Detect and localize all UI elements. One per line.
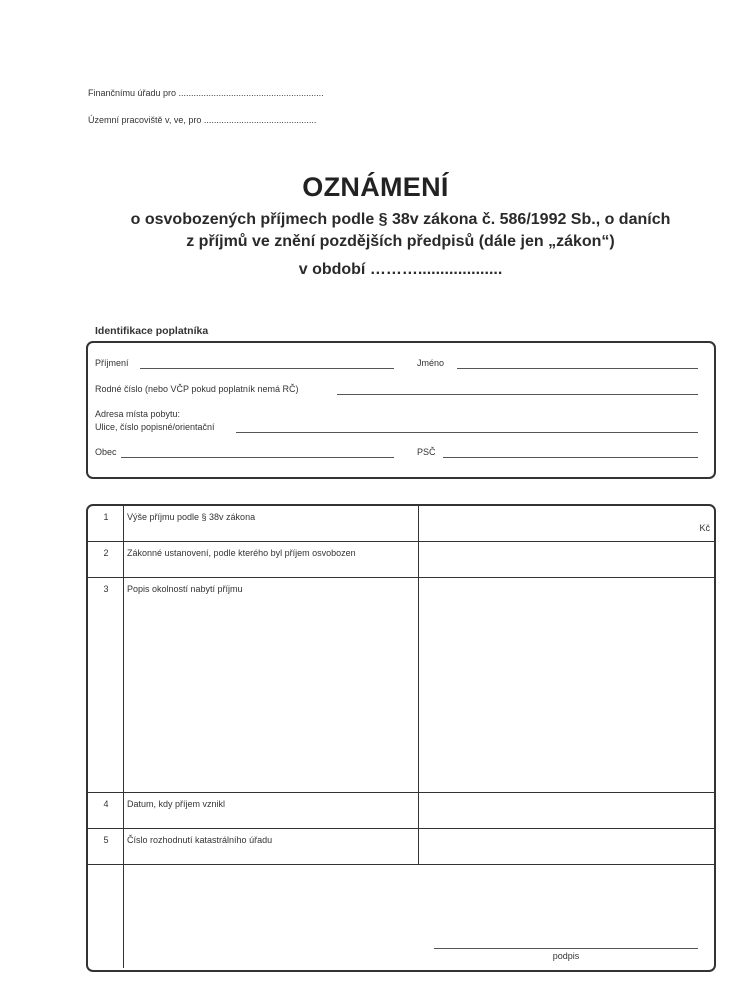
legal-provision-field[interactable] [419,542,714,577]
income-amount-field[interactable] [419,506,714,541]
municipality-field[interactable] [121,457,394,458]
column-divider-number [123,506,124,968]
circumstances-field[interactable] [419,578,714,792]
row-label-income-amount: Výše příjmu podle § 38v zákona [127,512,256,522]
row-number: 5 [103,835,109,845]
tax-office-line[interactable]: Finančnímu úřadu pro .......................................................... [88,88,324,98]
street-label: Ulice, číslo popisné/orientační [95,422,215,432]
row-number: 4 [103,799,109,809]
surname-field[interactable] [140,368,394,369]
subtitle-line-1: o osvobozených příjmech podle § 38v zákona č. 586/1992 Sb., o daních [130,211,671,228]
row-label-income-date: Datum, kdy příjem vznikl [127,799,226,809]
address-label: Adresa místa pobytu: [95,409,181,419]
row-label-legal-provision: Zákonné ustanovení, podle kterého byl příjem osvobozen [127,548,356,558]
currency-label: Kč [699,523,710,533]
subtitle-line-2: z příjmů ve znění pozdějších předpisů (dále jen „zákon“) [186,233,615,250]
name-label: Jméno [417,358,445,368]
row-label-circumstances: Popis okolností nabytí příjmu [127,584,243,594]
income-table [86,504,716,972]
birth-number-field[interactable] [337,394,698,395]
row-number: 3 [103,584,109,594]
signature-line[interactable] [434,948,698,949]
page-title: OZNÁMENÍ [302,172,449,202]
page-subtitle [50,209,751,253]
identification-heading: Identifikace poplatníka [95,325,209,337]
period-field[interactable]: v období ………................... [298,261,503,278]
income-date-field[interactable] [419,793,714,828]
name-field[interactable] [457,368,698,369]
identification-box [86,341,716,479]
row-divider [88,864,714,865]
signature-label: podpis [552,951,580,961]
surname-label: Příjmení [95,358,129,368]
branch-office-line[interactable]: Územní pracoviště v, ve, pro ............................................. [88,115,317,125]
municipality-label: Obec [95,447,117,457]
birth-number-label: Rodné číslo (nebo VČP pokud poplatník nemá RČ) [95,384,299,394]
postcode-field[interactable] [443,457,698,458]
street-field[interactable] [236,432,698,433]
row-number: 2 [103,548,109,558]
postcode-label: PSČ [417,447,436,457]
decision-number-field[interactable] [419,829,714,864]
row-label-decision-number: Číslo rozhodnutí katastrálního úřadu [127,835,273,845]
row-number: 1 [103,512,109,522]
